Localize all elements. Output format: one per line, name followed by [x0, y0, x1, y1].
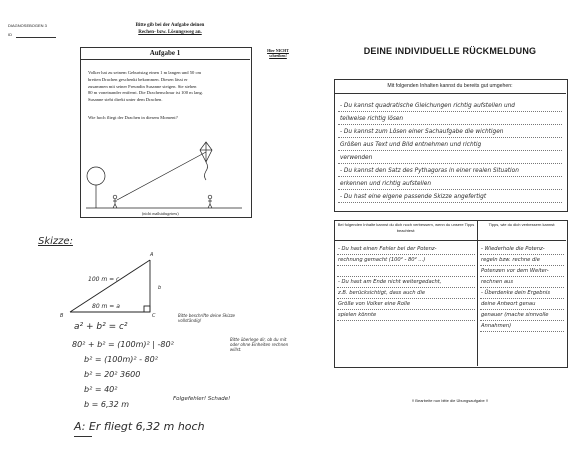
- sketch-label: Skizze:: [38, 236, 73, 247]
- list-item: - Du hast eine eigene passende Skizze angefertigt: [340, 194, 487, 200]
- sketch-note: Bitte beschrifte deine Skizze vollständig!: [178, 313, 236, 323]
- list-item: rechnen aus: [481, 279, 514, 285]
- feedback-title: DEINE INDIVIDUELLE RÜCKMELDUNG: [363, 46, 537, 56]
- list-item: rechnung gemacht (100² - 80² ...): [338, 257, 426, 263]
- error-note: Folgefehler! Schade!: [173, 396, 231, 402]
- kite-string: [117, 152, 206, 200]
- task-text-line: zusammen mit seiner Freundin Susanne steigen. Sie stehen: [88, 83, 197, 89]
- label-b: b: [158, 285, 162, 291]
- task-text-line: 80 m voneinander entfernt. Die Drachenschnur ist 100 m lang.: [88, 90, 203, 96]
- step2: b² = (100m)² - 80²: [84, 355, 158, 364]
- task-question: Wie hoch fliegt der Drachen in diesem Moment?: [88, 115, 178, 120]
- formula: a² + b² = c²: [74, 322, 128, 332]
- task-text-line: breiten Drachen geschenkt bekommen. Diesen lässt er: [88, 76, 188, 82]
- improvement-divider: [477, 220, 478, 366]
- units-note: Bitte überlege dir, ob du mit oder ohne Einheiten rechnen willst.: [230, 337, 289, 352]
- label-A: A: [150, 252, 154, 258]
- id-line: [16, 37, 56, 38]
- hand-sketch: [60, 250, 180, 320]
- label-C: C: [152, 313, 156, 319]
- list-item: teilweise richtig lösen: [340, 116, 404, 122]
- list-item: spielen könnte: [338, 312, 377, 318]
- task-title: Aufgabe 1: [80, 47, 250, 60]
- improvement-head-left: Bei folgenden Inhalte kannst du dich noch verbessern, wenn du unsere Tipps beachtest:: [337, 222, 475, 233]
- task-text-line: Susanne steht direkt unter dem Drachen.: [88, 97, 163, 103]
- caption: (nicht maßstabsgetreu): [142, 211, 179, 216]
- list-item: - Du kannst zum Lösen einer Sachaufgabe die wichtigen: [340, 129, 504, 135]
- tree-crown: [87, 167, 105, 185]
- id-label: ID: [8, 32, 12, 37]
- list-item: z.B. berücksichtigt, dass auch die: [338, 290, 426, 296]
- answer-underline: [74, 436, 92, 437]
- list-item: Größe von Volker eine Rolle: [338, 301, 411, 307]
- side-note: Hier NICHT schreiben!: [267, 48, 289, 58]
- list-item: genauer (mache sinnvolle: [481, 312, 549, 318]
- instruction-line2: Rechen- bzw. Lösungsweg an.: [138, 30, 202, 35]
- list-item: - Wiederhole die Potenz-: [481, 246, 545, 252]
- answer: A: Er fliegt 6,32 m hoch: [74, 420, 205, 433]
- list-item: Potenzen vor dem Weiter-: [481, 268, 549, 274]
- list-item: erkennen und richtig aufstellen: [340, 181, 432, 187]
- step4: b² = 40²: [84, 385, 118, 394]
- list-item: - Du hast einen Fehler bei der Potenz-: [338, 246, 437, 252]
- task-text-line: Volker hat zu seinem Geburtstag einen 1 m langen und 50 cm: [88, 70, 202, 75]
- list-item: - Überdenke dein Ergebnis: [481, 290, 551, 296]
- list-item: Größen aus Text und Bild entnehmen und richtig: [340, 142, 482, 148]
- improvement-head-right: Tipps, wie du dich verbessern kannst:: [488, 222, 556, 227]
- step5: b = 6,32 m: [84, 400, 130, 409]
- list-item: verwenden: [340, 155, 373, 161]
- list-item: - Du hast am Ende nicht weitergedacht,: [338, 279, 442, 285]
- label-B: B: [60, 313, 64, 319]
- kite-illustration: [82, 130, 248, 210]
- label-base: 80 m = a: [92, 303, 120, 310]
- list-item: deine Antwort genau: [481, 301, 536, 307]
- form-code: DIAGNOSEBOGEN 3: [8, 23, 47, 28]
- list-item: regeln bzw. rechne die: [481, 257, 540, 263]
- strengths-head: Mit folgenden Inhalten kannst du bereits gut umgehen:: [334, 79, 566, 94]
- tips-list: [481, 244, 565, 332]
- task-text: [88, 70, 248, 104]
- step3: b² = 20² 3600: [84, 370, 141, 379]
- label-hyp: 100 m = c: [88, 276, 120, 283]
- list-item: - Du kannst den Satz des Pythagoras in einer realen Situation: [340, 168, 519, 174]
- footer-note: !! Bearbeite nun bitte die Übungsaufgabe !!: [411, 398, 489, 403]
- step1: 80² + b² = (100m)² | -80²: [72, 340, 174, 349]
- list-item: Annahmen): [481, 323, 512, 329]
- list-item: - Du kannst quadratische Gleichungen richtig aufstellen und: [340, 103, 515, 109]
- instruction-line1: Bitte gib bei der Aufgabe deinen: [135, 23, 205, 28]
